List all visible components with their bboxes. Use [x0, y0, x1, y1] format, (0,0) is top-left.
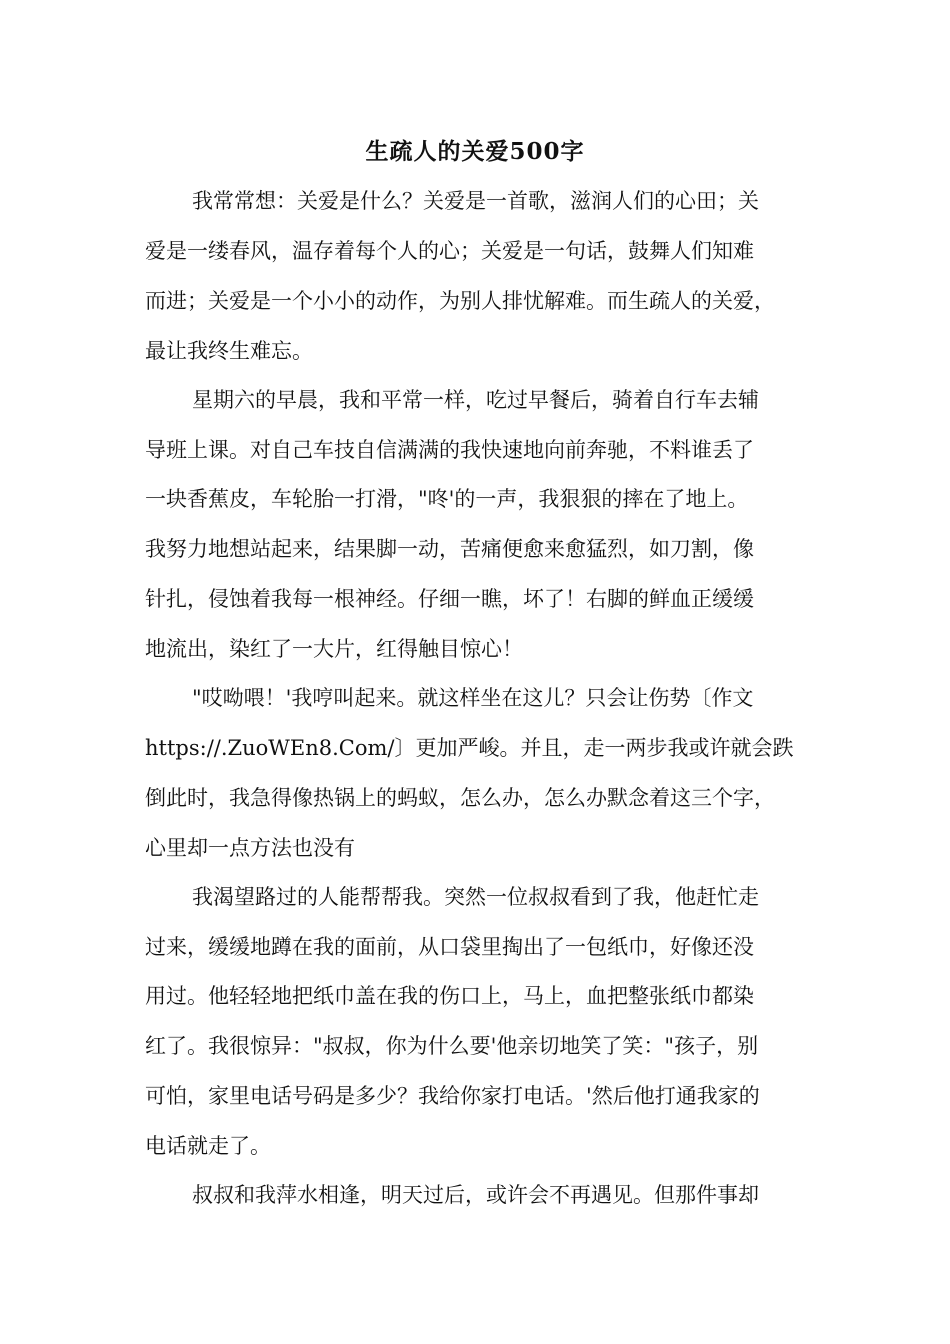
paragraph-4-line-3: 用过。他轻轻地把纸巾盖在我的伤口上，马上，血把整张纸巾都染: [145, 984, 754, 1008]
paragraph-3-line-3: 倒此时，我急得像热锅上的蚂蚁，怎么办，怎么办默念着这三个字，: [145, 786, 775, 810]
paragraph-4-line-4: 红了。我很惊异："叔叔，你为什么要'他亲切地笑了笑："孩子，别: [145, 1034, 759, 1058]
paragraph-3-line-2: https://.ZuoWEn8.Com/〕更加严峻。并且，走一两步我或许就会跌: [145, 736, 794, 760]
paragraph-1-line-3: 而进；关爱是一个小小的动作，为别人排忧解难。而生疏人的关爱，: [145, 289, 775, 313]
paragraph-2-line-4: 我努力地想站起来，结果脚一动，苦痛便愈来愈猛烈，如刀割，像: [145, 537, 754, 561]
paragraph-4-line-6: 电话就走了。: [145, 1134, 271, 1158]
document-title: 生疏人的关爱500字: [365, 138, 585, 165]
paragraph-2-line-1: 星期六的早晨，我和平常一样，吃过早餐后，骑着自行车去辅: [192, 388, 759, 412]
paragraph-2-line-6: 地流出，染红了一大片，红得触目惊心！: [145, 637, 523, 661]
paragraph-4-line-2: 过来，缓缓地蹲在我的面前，从口袋里掏出了一包纸巾，好像还没: [145, 935, 754, 959]
paragraph-5-line-1: 叔叔和我萍水相逢，明天过后，或许会不再遇见。但那件事却: [192, 1183, 759, 1207]
paragraph-2-line-3: 一块香蕉皮，车轮胎一打滑，"咚'的一声，我狠狠的摔在了地上。: [145, 487, 749, 511]
paragraph-1-line-4: 最让我终生难忘。: [145, 339, 313, 363]
paragraph-1-line-2: 爱是一缕春风，温存着每个人的心；关爱是一句话，鼓舞人们知难: [145, 239, 754, 263]
paragraph-1-line-1: 我常常想：关爱是什么？关爱是一首歌，滋润人们的心田；关: [192, 189, 759, 213]
paragraph-3-line-1: "哎呦喂！'我哼叫起来。就这样坐在这儿？只会让伤势〔作文: [192, 686, 754, 710]
paragraph-2-line-2: 导班上课。对自己车技自信满满的我快速地向前奔驰，不料谁丢了: [145, 438, 754, 462]
paragraph-3-line-4: 心里却一点方法也没有: [145, 836, 355, 860]
paragraph-2-line-5: 针扎，侵蚀着我每一根神经。仔细一瞧，坏了！右脚的鲜血正缓缓: [145, 587, 754, 611]
paragraph-4-line-1: 我渴望路过的人能帮帮我。突然一位叔叔看到了我，他赶忙走: [192, 885, 759, 909]
paragraph-4-line-5: 可怕，家里电话号码是多少？我给你家打电话。'然后他打通我家的: [145, 1084, 760, 1108]
